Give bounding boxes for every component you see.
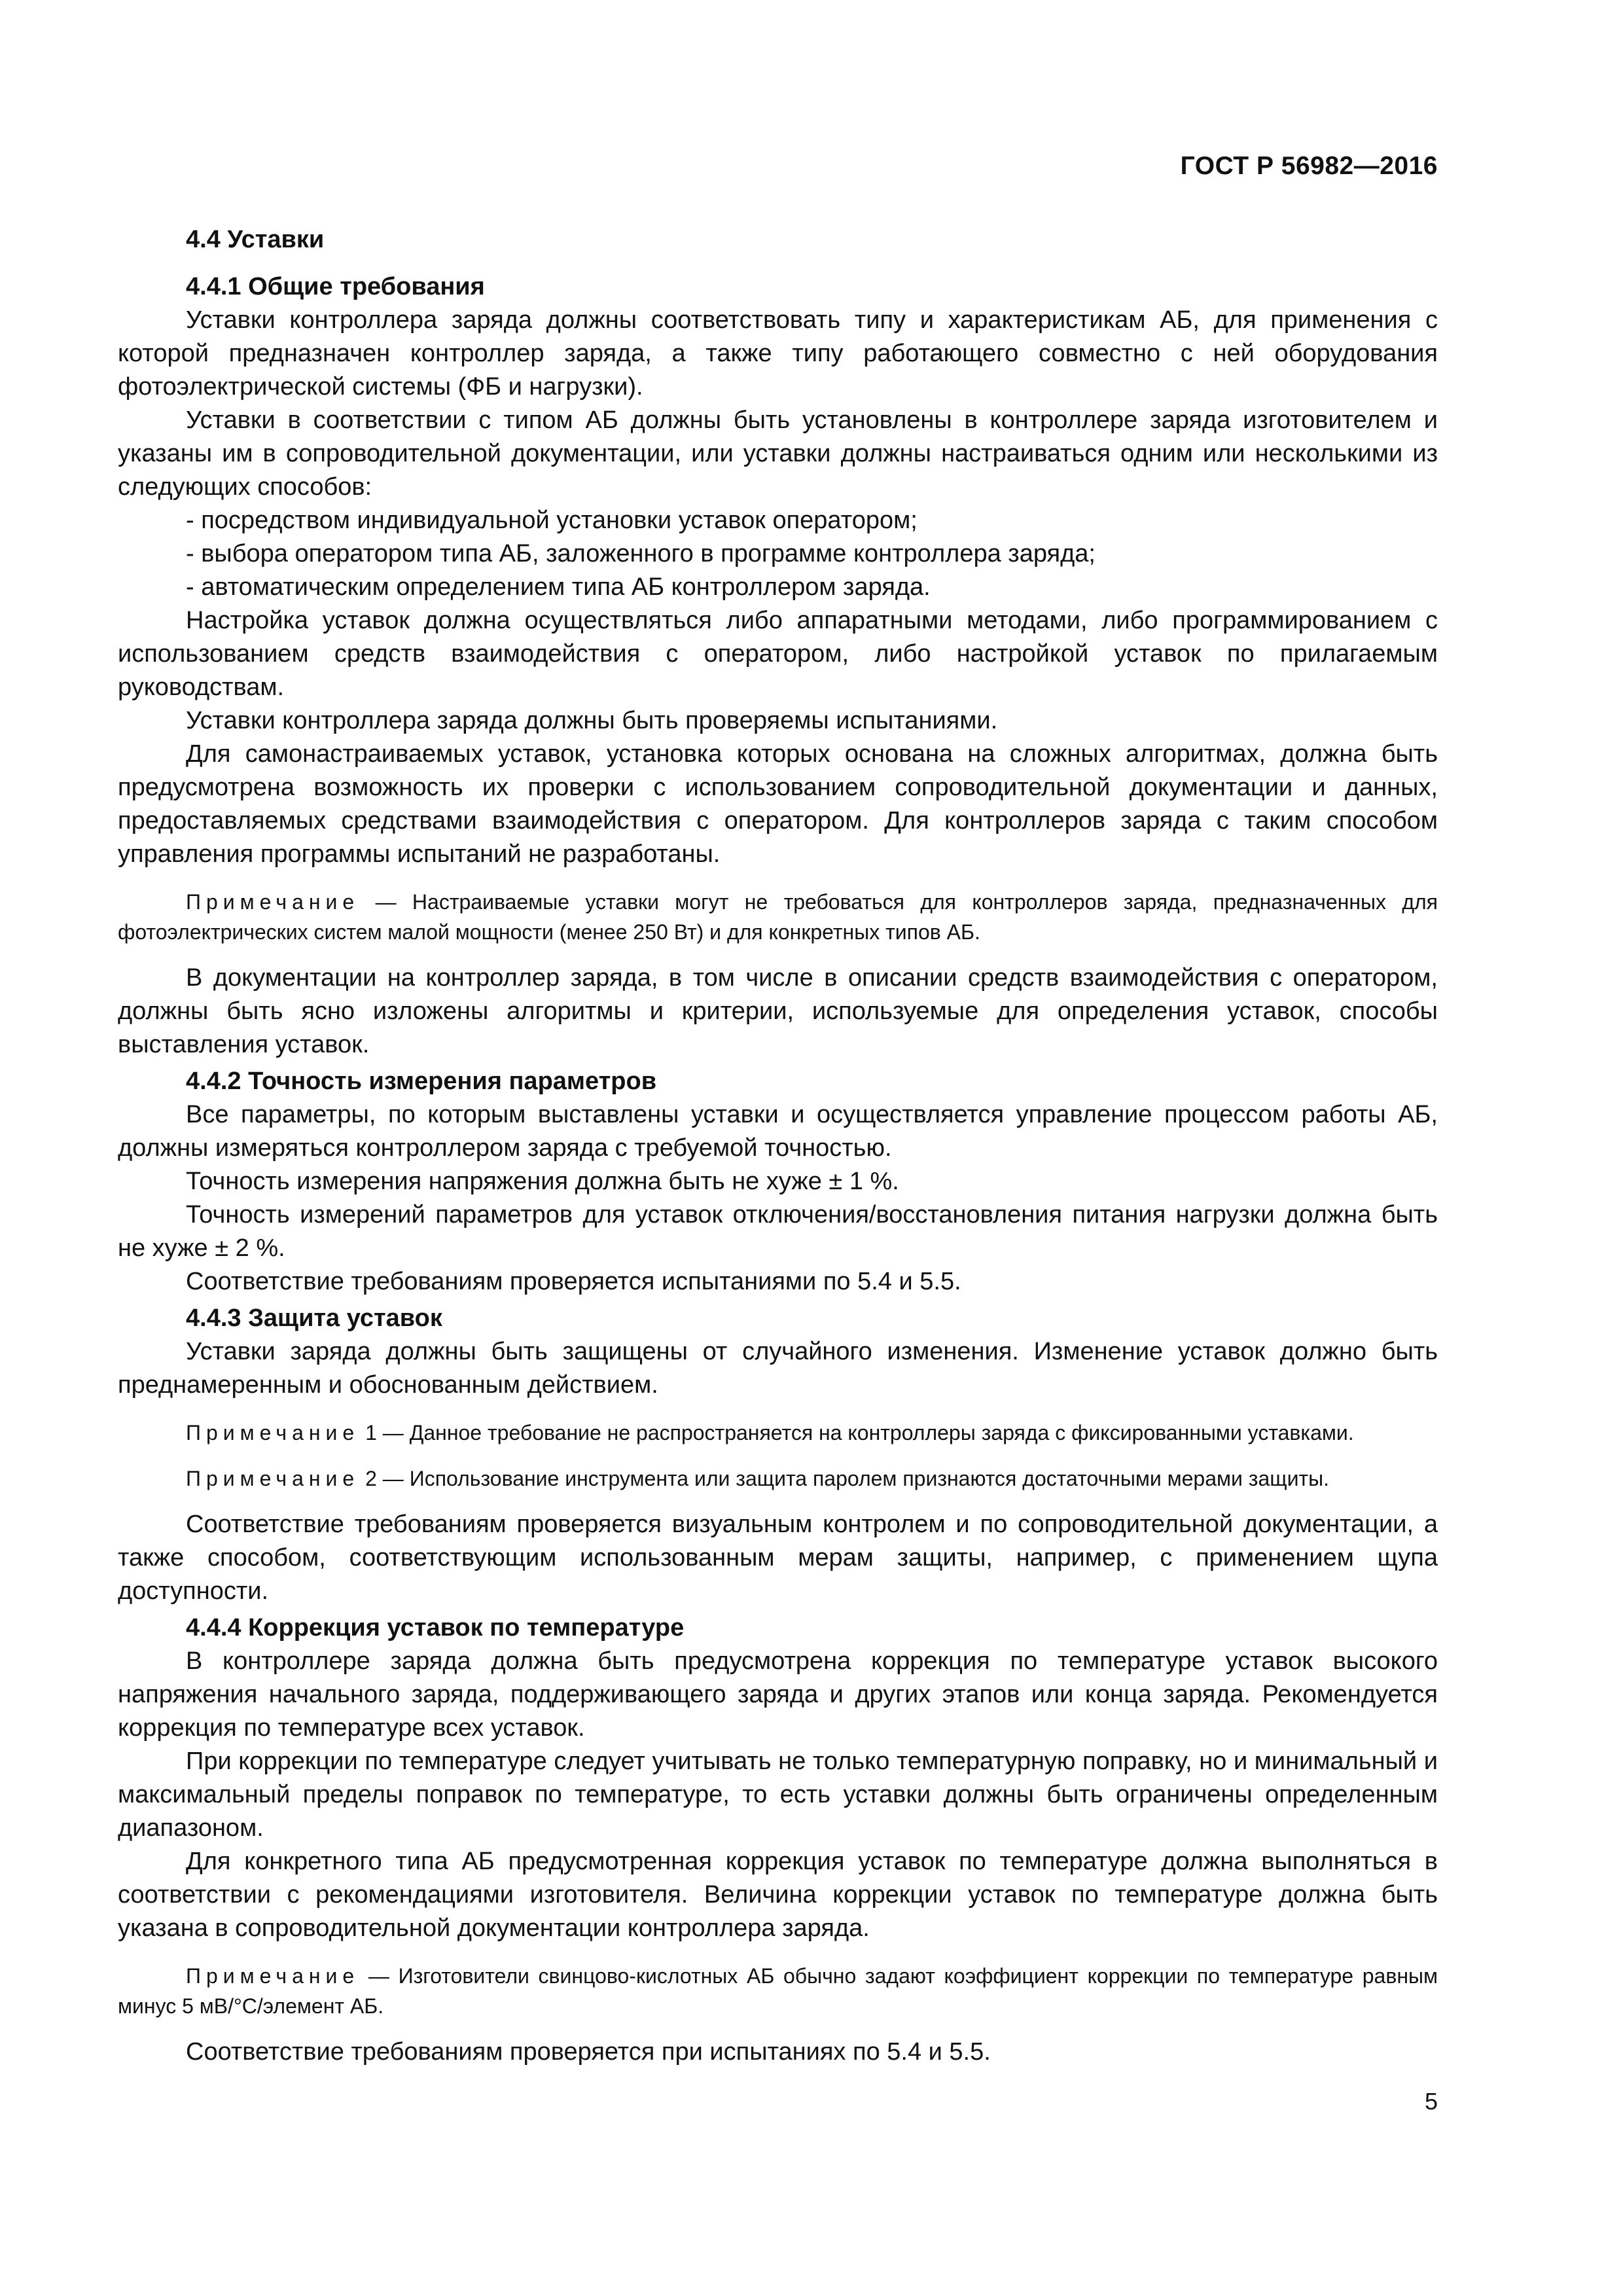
paragraph: При коррекции по температуре следует учитывать не только температурную поправку, но и минимальный и максимальный пределы поправок по температуре, то есть уставки должны быть ограничены определенным диапазоном. [118, 1748, 1438, 1842]
paragraph: Уставки заряда должны быть защищены от случайного изменения. Изменение уставок должно быть преднамеренным и обоснованным действием. [118, 1338, 1438, 1399]
paragraph: Уставки контроллера заряда должны соответствовать типу и характеристикам АБ, для применения с которой предназначен контроллер заряда, а также типу работающего совместно с ней оборудования фотоэлектрической системы (ФБ и нагрузки). [118, 306, 1438, 401]
section-title-4-4-3: 4.4.3 Защита уставок [186, 1304, 442, 1332]
note-label: Примечание [186, 890, 360, 914]
paragraph: Все параметры, по которым выставлены уставки и осуществляется управление процессом работы АБ, должны измеряться контроллером заряда с требуемой точностью. [118, 1101, 1438, 1162]
note-text: 1 — Данное требование не распространяется на контроллеры заряда с фиксированными уставками. [365, 1421, 1354, 1444]
note-label: Примечание [186, 1964, 360, 1988]
list-item: - посредством индивидуальной установки уставок оператором; [186, 504, 1438, 537]
list-item: - автоматическим определением типа АБ контроллером заряда. [186, 571, 1438, 604]
list-item: - выбора оператором типа АБ, заложенного в программе контроллера заряда; [186, 537, 1438, 571]
section-title-4-4-1: 4.4.1 Общие требования [186, 273, 485, 300]
page-number: 5 [1424, 2088, 1438, 2115]
paragraph: В документации на контроллер заряда, в том числе в описании средств взаимодействия с оператором, должны быть ясно изложены алгоритмы и критерии, используемые для определения уставок, способы выставления уставок. [118, 964, 1438, 1058]
section-title-4-4: 4.4 Уставки [186, 226, 325, 253]
note-1 [118, 1418, 1438, 1448]
note-2 [118, 1463, 1438, 1494]
note-label: Примечание [186, 1421, 360, 1444]
paragraph: Точность измерения напряжения должна быть не хуже ± 1 %. [186, 1168, 899, 1195]
section-title-4-4-4: 4.4.4 Коррекция уставок по температуре [186, 1614, 685, 1641]
paragraph: Соответствие требованиям проверяется испытаниями по 5.4 и 5.5. [186, 1268, 961, 1295]
document-code: ГОСТ Р 56982—2016 [1180, 152, 1438, 180]
paragraph: Настройка уставок должна осуществляться либо аппаратными методами, либо программированием с использованием средств взаимодействия с оператором, либо настройкой уставок по прилагаемым руководствам. [118, 607, 1438, 701]
note [118, 1961, 1438, 2021]
method-list [118, 504, 1438, 604]
note-text: — Настраиваемые уставки могут не требоваться для контроллеров заряда, предназначенных для фотоэлектрических систем малой мощности (менее 250 Вт) и для конкретных типов АБ. [118, 890, 1438, 944]
note-text: — Изготовители свинцово-кислотных АБ обычно задают коэффициент коррекции по температуре равным минус 5 мВ/°С/элемент АБ. [118, 1964, 1438, 2018]
note [118, 887, 1438, 947]
paragraph: Точность измерений параметров для уставок отключения/восстановления питания нагрузки должна быть не хуже ± 2 %. [118, 1201, 1438, 1262]
paragraph: Соответствие требованиям проверяется при испытаниях по 5.4 и 5.5. [186, 2038, 991, 2066]
paragraph: Для самонастраиваемых уставок, установка которых основана на сложных алгоритмах, должна быть предусмотрена возможность их проверки с использованием сопроводительной документации и данных, предоставляемых средствами взаимодействия с оператором. Для контроллеров заряда с таким способом управления программы испытаний не разработаны. [118, 740, 1438, 868]
paragraph: Уставки контроллера заряда должны быть проверяемы испытаниями. [186, 707, 998, 734]
paragraph: Уставки в соответствии с типом АБ должны быть установлены в контроллере заряда изготовителем и указаны им в сопроводительной документации, или уставки должны настраиваться одним или несколькими из следующих способов: [118, 406, 1438, 501]
note-label: Примечание [186, 1467, 360, 1490]
page-body [118, 223, 1438, 2069]
paragraph: Соответствие требованиям проверяется визуальным контролем и по сопроводительной документации, а также способом, соответствующим использованным мерам защиты, например, с применением щупа доступности. [118, 1511, 1438, 1605]
note-text: 2 — Использование инструмента или защита паролем признаются достаточными мерами защиты. [365, 1467, 1329, 1490]
paragraph: В контроллере заряда должна быть предусмотрена коррекция по температуре уставок высокого напряжения начального заряда, поддерживающего заряда и других этапов или конца заряда. Рекомендуется коррекция по температуре всех уставок. [118, 1647, 1438, 1742]
paragraph: Для конкретного типа АБ предусмотренная коррекция уставок по температуре должна выполняться в соответствии с рекомендациями изготовителя. Величина коррекции уставок по температуре должна быть указана в сопроводительной документации контроллера заряда. [118, 1848, 1438, 1942]
section-title-4-4-2: 4.4.2 Точность измерения параметров [186, 1067, 657, 1095]
